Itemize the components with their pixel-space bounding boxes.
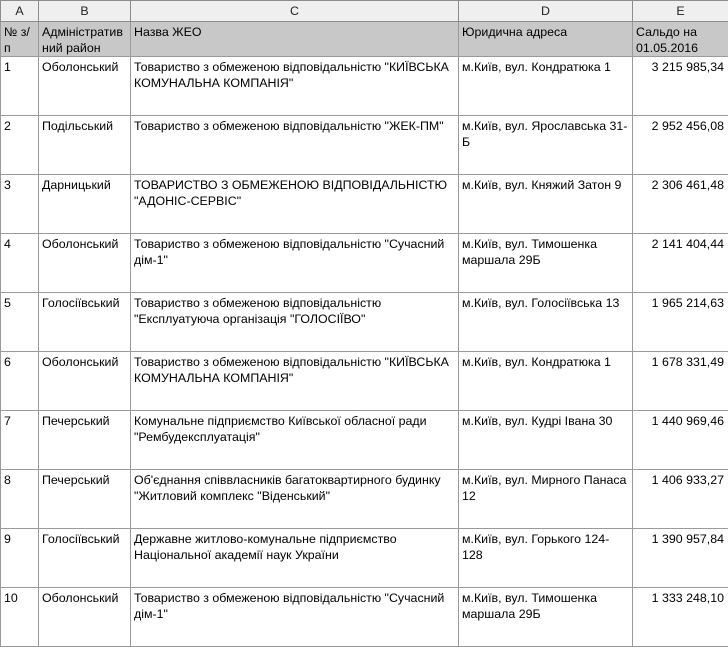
cell-num[interactable] bbox=[1, 57, 39, 116]
header-cell-district[interactable] bbox=[39, 22, 131, 57]
cell-address-value: м.Київ, вул. Голосіївська 13 bbox=[462, 296, 620, 310]
cell-name[interactable] bbox=[131, 57, 459, 116]
column-header-d[interactable]: D bbox=[459, 1, 633, 22]
cell-district-value: Оболонський bbox=[42, 60, 119, 74]
cell-name[interactable] bbox=[131, 352, 459, 411]
cell-address-value: м.Київ, вул. Ярославська 31-Б bbox=[462, 119, 628, 149]
column-letters-row bbox=[1, 1, 728, 22]
cell-district[interactable] bbox=[39, 116, 131, 175]
table-row bbox=[1, 57, 728, 116]
cell-address-value: м.Київ, вул. Кудрі Івана 30 bbox=[462, 414, 613, 428]
cell-num-value: 7 bbox=[4, 414, 11, 428]
cell-balance-value: 2 141 404,44 bbox=[651, 237, 724, 251]
cell-balance-value: 1 333 248,10 bbox=[651, 591, 724, 605]
cell-balance[interactable] bbox=[633, 234, 728, 293]
cell-name[interactable] bbox=[131, 529, 459, 588]
cell-district-value: Голосіївський bbox=[42, 532, 120, 546]
cell-num-value: 1 bbox=[4, 60, 11, 74]
cell-balance[interactable] bbox=[633, 352, 728, 411]
cell-address-value: м.Київ, вул. Мирного Панаса 12 bbox=[462, 473, 627, 503]
cell-num[interactable] bbox=[1, 352, 39, 411]
table-row bbox=[1, 293, 728, 352]
cell-district-value: Подільський bbox=[42, 119, 114, 133]
cell-district[interactable] bbox=[39, 470, 131, 529]
cell-address[interactable] bbox=[459, 588, 633, 647]
cell-name-value: Об'єднання співвласників багатоквартирного будинку "Житловий комплекс "Віденський" bbox=[134, 473, 441, 503]
cell-num-value: 6 bbox=[4, 355, 11, 369]
header-cell-balance[interactable] bbox=[633, 22, 728, 57]
cell-num-value: 5 bbox=[4, 296, 11, 310]
cell-address[interactable] bbox=[459, 529, 633, 588]
cell-address-value: м.Київ, вул. Горького 124-128 bbox=[462, 532, 610, 562]
cell-address-value: м.Київ, вул. Тимошенка маршала 29Б bbox=[462, 237, 597, 267]
cell-num-value: 3 bbox=[4, 178, 11, 192]
cell-address[interactable] bbox=[459, 116, 633, 175]
table-header-row bbox=[1, 22, 728, 57]
cell-district-value: Оболонський bbox=[42, 237, 119, 251]
cell-num[interactable] bbox=[1, 234, 39, 293]
cell-name[interactable] bbox=[131, 411, 459, 470]
cell-address[interactable] bbox=[459, 352, 633, 411]
cell-balance-value: 1 440 969,46 bbox=[651, 414, 724, 428]
cell-name[interactable] bbox=[131, 175, 459, 234]
header-balance-label: Сальдо на 01.05.2016 bbox=[636, 25, 699, 55]
header-cell-name[interactable] bbox=[131, 22, 459, 57]
cell-district[interactable] bbox=[39, 234, 131, 293]
table-row bbox=[1, 588, 728, 647]
cell-balance[interactable] bbox=[633, 529, 728, 588]
cell-address[interactable] bbox=[459, 411, 633, 470]
cell-address-value: м.Київ, вул. Княжий Затон 9 bbox=[462, 178, 622, 192]
cell-name-value: Товариство з обмеженою відповідальністю "ЖЕК-ПМ" bbox=[134, 119, 444, 133]
cell-name[interactable] bbox=[131, 470, 459, 529]
cell-name-value: Товариство з обмеженою відповідальністю "Експлуатуюча організація "ГОЛОСІЇВО" bbox=[134, 296, 382, 326]
cell-balance[interactable] bbox=[633, 588, 728, 647]
cell-num[interactable] bbox=[1, 293, 39, 352]
column-header-c[interactable]: C bbox=[131, 1, 459, 22]
cell-balance-value: 1 678 331,49 bbox=[651, 355, 724, 369]
cell-balance[interactable] bbox=[633, 57, 728, 116]
cell-address[interactable] bbox=[459, 470, 633, 529]
table-row bbox=[1, 352, 728, 411]
cell-num-value: 4 bbox=[4, 237, 11, 251]
cell-address[interactable] bbox=[459, 175, 633, 234]
cell-balance-value: 1 406 933,27 bbox=[651, 473, 724, 487]
table-row bbox=[1, 411, 728, 470]
cell-name[interactable] bbox=[131, 116, 459, 175]
cell-district[interactable] bbox=[39, 293, 131, 352]
table-row bbox=[1, 470, 728, 529]
cell-balance[interactable] bbox=[633, 470, 728, 529]
table-row bbox=[1, 175, 728, 234]
cell-num-value: 8 bbox=[4, 473, 11, 487]
cell-district-value: Оболонський bbox=[42, 591, 119, 605]
cell-name[interactable] bbox=[131, 293, 459, 352]
cell-name-value: ТОВАРИСТВО З ОБМЕЖЕНОЮ ВІДПОВІДАЛЬНІСТЮ "АДОНІС-СЕРВІС" bbox=[134, 178, 448, 208]
header-name-label: Назва ЖЕО bbox=[134, 25, 202, 39]
table-row bbox=[1, 529, 728, 588]
cell-district[interactable] bbox=[39, 588, 131, 647]
cell-district[interactable] bbox=[39, 57, 131, 116]
cell-balance-value: 1 965 214,63 bbox=[651, 296, 724, 310]
cell-name-value: Товариство з обмеженою відповідальністю "Сучасний дім-1" bbox=[134, 591, 445, 621]
cell-district-value: Дарницький bbox=[42, 178, 111, 192]
cell-balance-value: 2 952 456,08 bbox=[651, 119, 724, 133]
cell-district[interactable] bbox=[39, 352, 131, 411]
header-district-label: Адміністративний район bbox=[42, 25, 123, 55]
cell-address[interactable] bbox=[459, 293, 633, 352]
cell-name-value: Комунальне підприємство Київської обласної ради "Рембудексплуатація" bbox=[134, 414, 427, 444]
cell-num[interactable] bbox=[1, 411, 39, 470]
header-num-label: № з/п bbox=[4, 25, 30, 55]
cell-balance[interactable] bbox=[633, 175, 728, 234]
cell-num[interactable] bbox=[1, 529, 39, 588]
cell-num[interactable] bbox=[1, 116, 39, 175]
cell-balance-value: 3 215 985,34 bbox=[651, 60, 724, 74]
cell-district-value: Оболонський bbox=[42, 355, 119, 369]
header-cell-address[interactable] bbox=[459, 22, 633, 57]
header-cell-num[interactable] bbox=[1, 22, 39, 57]
cell-address[interactable] bbox=[459, 57, 633, 116]
column-header-a[interactable]: A bbox=[1, 1, 39, 22]
cell-district-value: Печерський bbox=[42, 414, 110, 428]
cell-name[interactable] bbox=[131, 234, 459, 293]
cell-balance-value: 2 306 461,48 bbox=[651, 178, 724, 192]
cell-name-value: Державне житлово-комунальне підприємство Національної академії наук України bbox=[134, 532, 397, 562]
cell-num-value: 2 bbox=[4, 119, 11, 133]
column-header-e[interactable]: E bbox=[633, 1, 728, 22]
cell-name-value: Товариство з обмеженою відповідальністю "КИЇВСЬКА КОМУНАЛЬНА КОМПАНІЯ" bbox=[134, 355, 449, 385]
cell-district-value: Голосіївський bbox=[42, 296, 120, 310]
cell-district[interactable] bbox=[39, 175, 131, 234]
cell-address-value: м.Київ, вул. Кондратюка 1 bbox=[462, 60, 611, 74]
cell-balance[interactable] bbox=[633, 116, 728, 175]
column-header-b[interactable]: B bbox=[39, 1, 131, 22]
cell-address[interactable] bbox=[459, 234, 633, 293]
cell-num-value: 10 bbox=[4, 591, 18, 605]
cell-balance[interactable] bbox=[633, 293, 728, 352]
cell-num[interactable] bbox=[1, 175, 39, 234]
cell-district[interactable] bbox=[39, 411, 131, 470]
cell-name-value: Товариство з обмеженою відповідальністю "Сучасний дім-1" bbox=[134, 237, 445, 267]
table-row bbox=[1, 116, 728, 175]
cell-num-value: 9 bbox=[4, 532, 11, 546]
table-row bbox=[1, 234, 728, 293]
cell-name[interactable] bbox=[131, 588, 459, 647]
cell-address-value: м.Київ, вул. Тимошенка маршала 29Б bbox=[462, 591, 597, 621]
header-address-label: Юридична адреса bbox=[462, 25, 568, 39]
cell-district-value: Печерський bbox=[42, 473, 110, 487]
cell-district[interactable] bbox=[39, 529, 131, 588]
cell-name-value: Товариство з обмеженою відповідальністю "КИЇВСЬКА КОМУНАЛЬНА КОМПАНІЯ" bbox=[134, 60, 449, 90]
cell-balance[interactable] bbox=[633, 411, 728, 470]
cell-address-value: м.Київ, вул. Кондратюка 1 bbox=[462, 355, 611, 369]
cell-num[interactable] bbox=[1, 588, 39, 647]
cell-balance-value: 1 390 957,84 bbox=[651, 532, 724, 546]
cell-num[interactable] bbox=[1, 470, 39, 529]
